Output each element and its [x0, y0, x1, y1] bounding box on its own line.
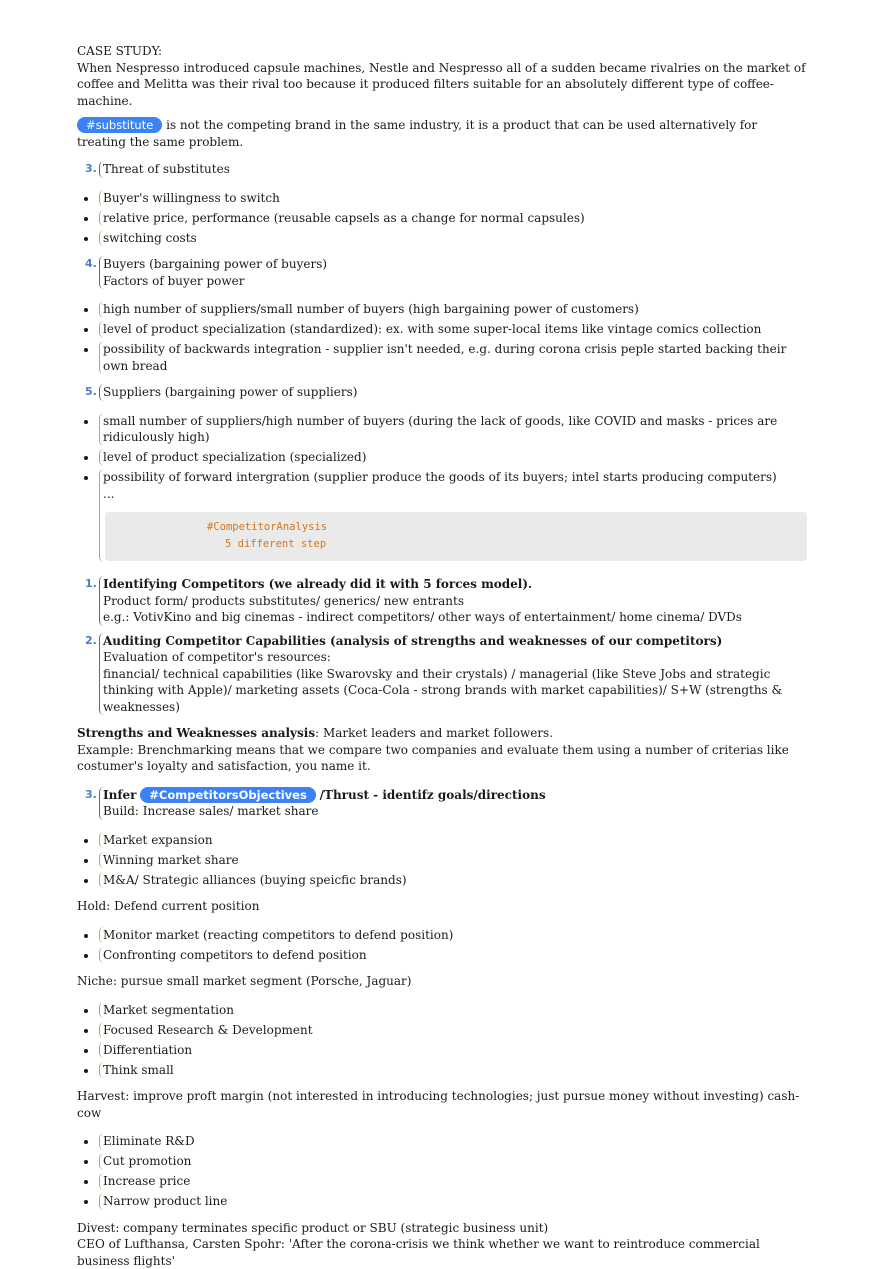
- list-item: Narrow product line: [99, 1193, 807, 1210]
- lufthansa-quote: CEO of Lufthansa, Carsten Spohr: 'After the corona-crisis we think whether we want to reintroduce commercial business flights': [77, 1236, 807, 1269]
- step-title: Auditing Competitor Capabilities (analysis of strengths and weaknesses of our competitors): [103, 633, 807, 650]
- list-item: Eliminate R&D: [99, 1133, 807, 1150]
- list-item: Differentiation: [99, 1042, 807, 1059]
- substitute-tag[interactable]: #substitute: [77, 117, 162, 133]
- list-item: [99, 469, 807, 562]
- list-item: M&A/ Strategic alliances (buying speicfic brands): [99, 872, 807, 889]
- divest-paragraph: [77, 1220, 807, 1269]
- code-line: 5 different step: [207, 536, 807, 553]
- sw-label: Strengths and Weaknesses analysis: [77, 726, 315, 740]
- list-item: Confronting competitors to defend position: [99, 947, 807, 964]
- substitute-paragraph: [77, 117, 807, 150]
- substitute-text: is not the competing brand in the same industry, it is a product that can be used alternatively for treating the same problem.: [77, 118, 757, 149]
- ellipsis-text: ...: [103, 486, 807, 503]
- suppliers-item: [99, 384, 807, 401]
- suppliers-title: Suppliers (bargaining power of suppliers): [103, 385, 357, 399]
- step-line: financial/ technical capabilities (like Swarovsky and their crystals) / managerial (like Steve Jobs and strategic thinking with Apple)/ marketing assets (Coca-Cola - strong brands with market capabilities)/ S+W (strengths & weaknesses): [103, 666, 807, 716]
- list-item: possibility of backwards integration - supplier isn't needed, e.g. during corona crisis peple started backing their own bread: [99, 341, 807, 374]
- niche-list: [99, 1002, 807, 1079]
- buyer-factors-list: [99, 301, 807, 374]
- step-title: Identifying Competitors (we already did it with 5 forces model).: [103, 576, 807, 593]
- step-identifying-competitors: [99, 576, 807, 626]
- buyers-title: Buyers (bargaining power of buyers): [103, 256, 807, 273]
- sw-text: : Market leaders and market followers.: [315, 726, 553, 740]
- list-item: Buyer's willingness to switch: [99, 190, 807, 207]
- list-item: Cut promotion: [99, 1153, 807, 1170]
- harvest-text: Harvest: improve proft margin (not interested in introducing technologies; just pursue money without investing) cash-cow: [77, 1088, 807, 1121]
- list-item: switching costs: [99, 230, 807, 247]
- list-item: Market segmentation: [99, 1002, 807, 1019]
- forward-integration-text: possibility of forward intergration (supplier produce the goods of its buyers; intel starts producing computers): [103, 469, 807, 486]
- list-item: high number of suppliers/small number of buyers (high bargaining power of customers): [99, 301, 807, 318]
- hold-text: Hold: Defend current position: [77, 898, 807, 915]
- case-study-paragraph: [77, 43, 807, 109]
- list-item: Think small: [99, 1062, 807, 1079]
- list-item: Increase price: [99, 1173, 807, 1190]
- infer-suffix: /Thrust - identifz goals/directions: [320, 788, 546, 802]
- list-number: 4.: [85, 256, 97, 273]
- step-line: e.g.: VotivKino and big cinemas - indirect competitors/ other ways of entertainment/ home cinema/ DVDs: [103, 609, 807, 626]
- list-item: Winning market share: [99, 852, 807, 869]
- buyers-item: [99, 256, 807, 289]
- case-study-text: When Nespresso introduced capsule machines, Nestle and Nespresso all of a sudden became rivalries on the market of coffee and Melitta was their rival too because it produced filters suitable for an absolutely different type of coffee-machine.: [77, 60, 807, 110]
- list-item: small number of suppliers/high number of buyers (during the lack of goods, like COVID and masks - prices are ridiculously high): [99, 413, 807, 446]
- case-study-heading: CASE STUDY:: [77, 43, 807, 60]
- step-line: Evaluation of competitor's resources:: [103, 649, 807, 666]
- supplier-factors-list: [99, 413, 807, 563]
- list-item: Monitor market (reacting competitors to defend position): [99, 927, 807, 944]
- niche-text: Niche: pursue small market segment (Porsche, Jaguar): [77, 973, 807, 990]
- sw-example: Example: Brenchmarking means that we compare two companies and evaluate them using a number of criterias like costumer's loyalty and satisfaction, you name it.: [77, 742, 807, 775]
- note-page: [77, 43, 807, 1269]
- threat-of-substitutes-item: [99, 161, 807, 178]
- list-number: 3.: [85, 161, 97, 178]
- step-infer-objectives: [99, 787, 807, 820]
- buyers-subtitle: Factors of buyer power: [103, 273, 807, 290]
- divest-text: Divest: company terminates specific product or SBU (strategic business unit): [77, 1220, 807, 1237]
- list-item: Market expansion: [99, 832, 807, 849]
- code-line: #CompetitorAnalysis: [207, 519, 807, 536]
- harvest-list: [99, 1133, 807, 1210]
- build-text: Build: Increase sales/ market share: [103, 803, 807, 820]
- step-auditing-capabilities: [99, 633, 807, 716]
- list-item: relative price, performance (reusable capsels as a change for normal capsules): [99, 210, 807, 227]
- list-number: 2.: [85, 633, 97, 650]
- hold-list: [99, 927, 807, 964]
- list-item: level of product specialization (standardized): ex. with some super-local items like vintage comics collection: [99, 321, 807, 338]
- threat-title: Threat of substitutes: [103, 162, 230, 176]
- threat-factors-list: [99, 190, 807, 247]
- code-block: [105, 512, 807, 561]
- competitors-objectives-tag[interactable]: #CompetitorsObjectives: [140, 787, 316, 803]
- build-list: [99, 832, 807, 889]
- sw-analysis-paragraph: [77, 725, 807, 775]
- list-number: 3.: [85, 787, 97, 804]
- step-line: Product form/ products substitutes/ generics/ new entrants: [103, 593, 807, 610]
- list-item: Focused Research & Development: [99, 1022, 807, 1039]
- list-number: 1.: [85, 576, 97, 593]
- infer-prefix: Infer: [103, 788, 136, 802]
- list-item: level of product specialization (specialized): [99, 449, 807, 466]
- list-number: 5.: [85, 384, 97, 401]
